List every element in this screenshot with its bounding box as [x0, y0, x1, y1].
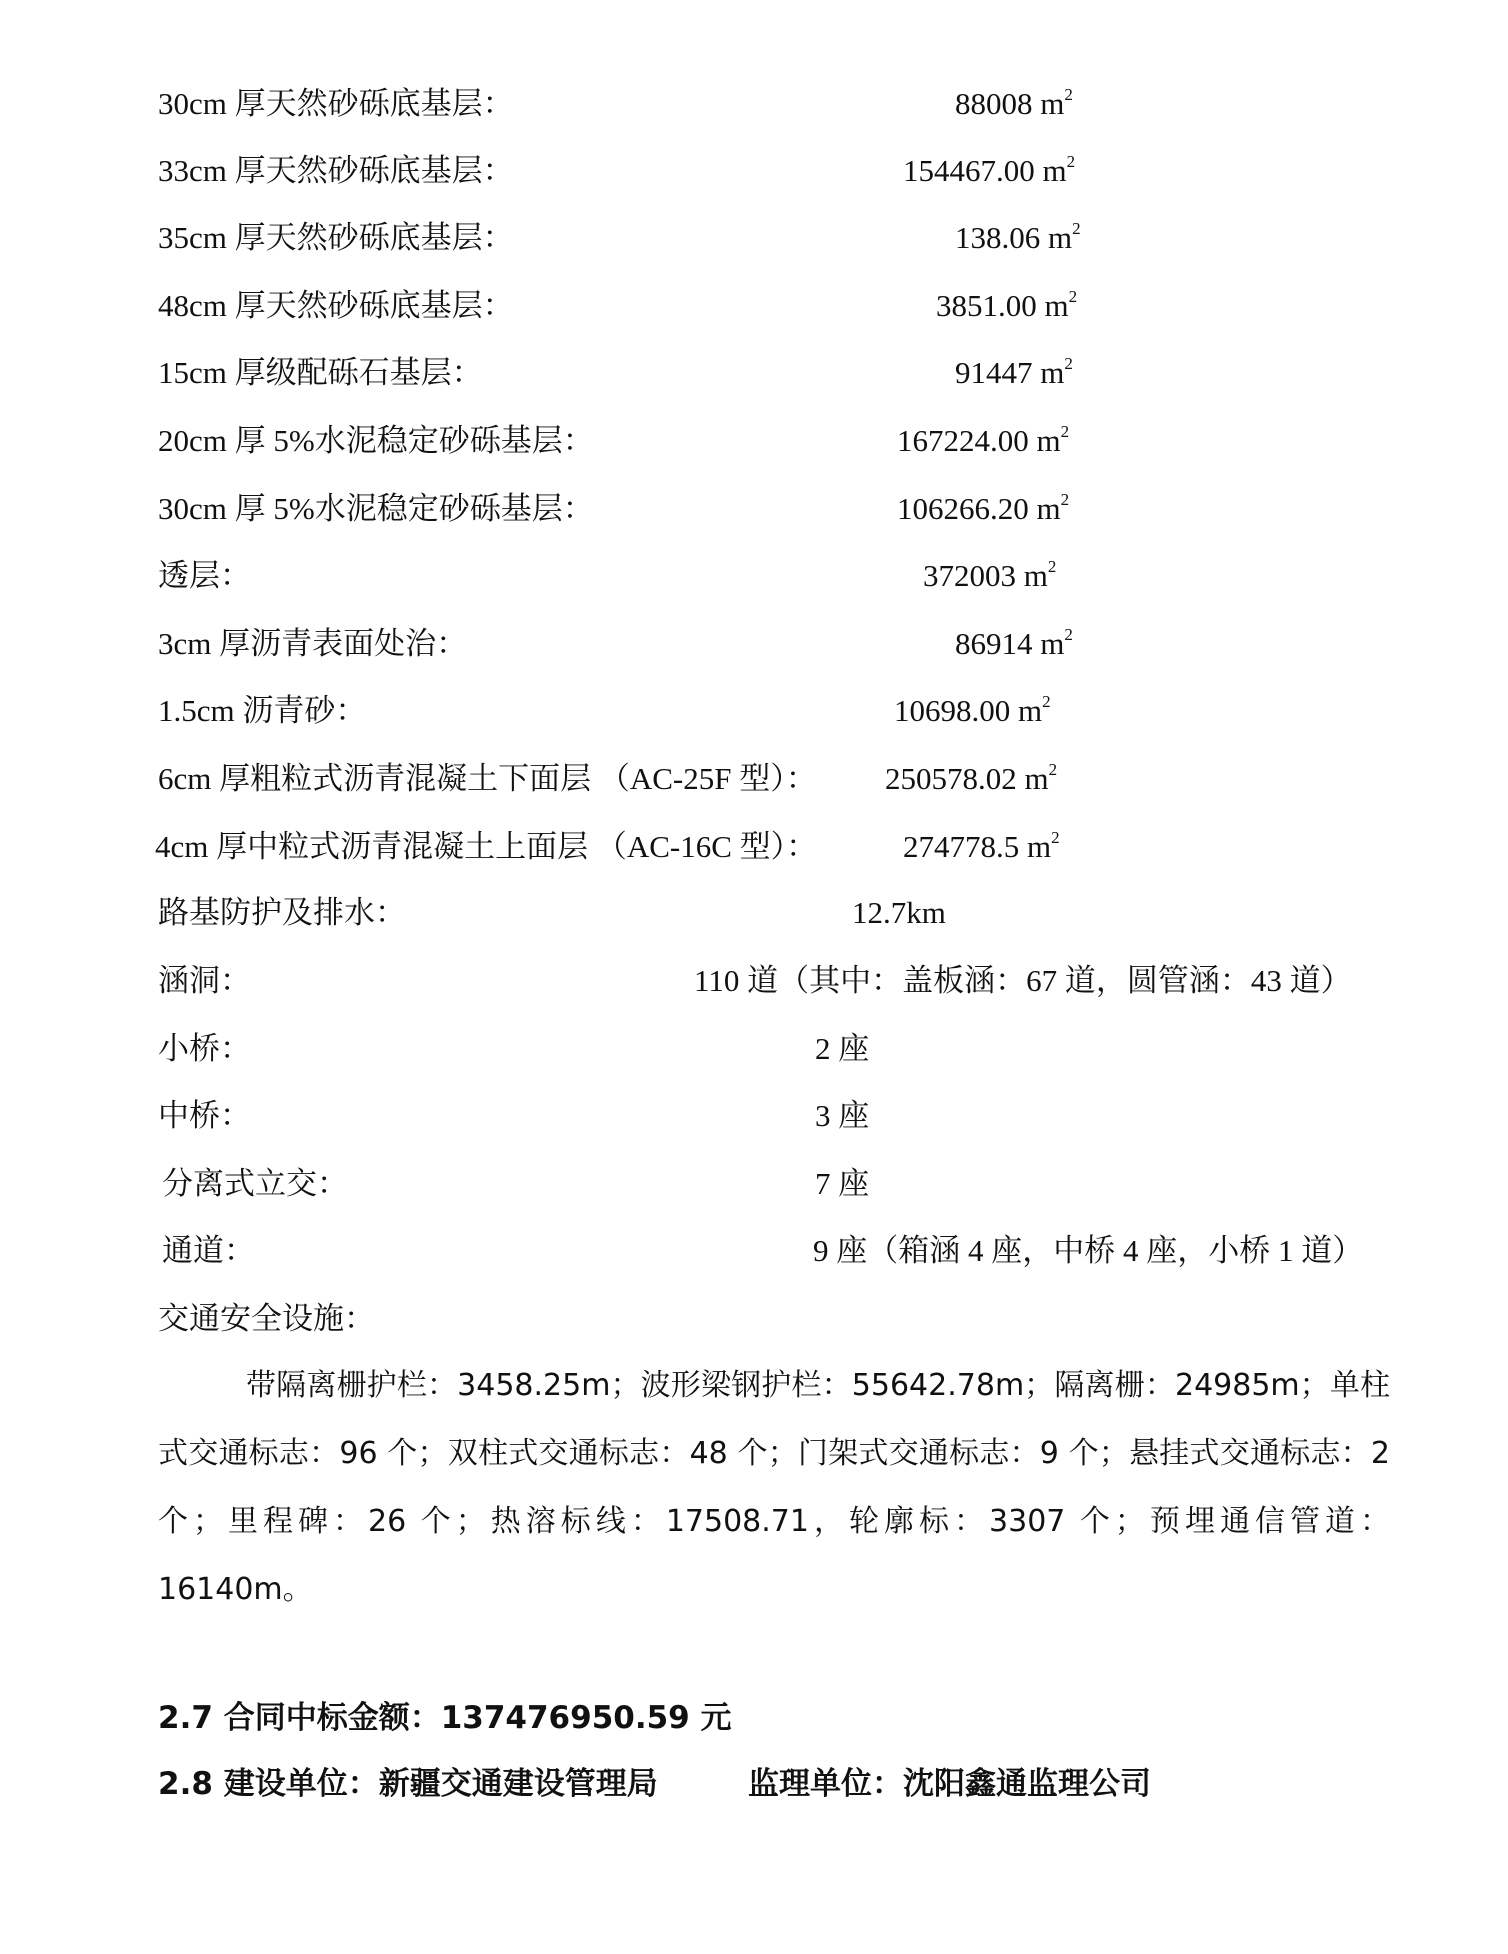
quantity-label: 30cm 厚天然砂砾底基层： [158, 86, 514, 121]
contract-amount: 2.7 合同中标金额：137476950.59 元 [158, 1700, 732, 1736]
quantity-value: 86914 $m^2$ [955, 625, 1073, 661]
quantity-value: 274778.5 $m^2$ [903, 828, 1060, 864]
quantity-label: 30cm 厚 5%水泥稳定砂砾基层： [158, 491, 594, 526]
structure-label: 通道： [162, 1233, 255, 1268]
quantity-value: 154467.00 $m^2$ [903, 152, 1076, 188]
quantity-label: 3cm 厚沥青表面处治： [158, 626, 468, 661]
quantity-label: 48cm 厚天然砂砾底基层： [158, 288, 514, 323]
structure-value: 2 座 [815, 1031, 870, 1066]
quantity-label: 1.5cm 沥青砂： [158, 693, 367, 728]
safety-paragraph: 带隔离栅护栏：3458.25m；波形梁钢护栏：55642.78m；隔离栅：24985m；单柱式交通标志：96 个；双柱式交通标志：48 个；门架式交通标志：9 个；悬挂式交通标志：2 个；里程碑：26 个；热溶标线：17508.71，轮廓标：3307 个；预埋通信管道：16140m。 [158, 1368, 1390, 1607]
quantity-value: 3851.00 $m^2$ [936, 287, 1078, 323]
structure-label: 分离式立交： [162, 1166, 348, 1201]
structure-label: 中桥： [158, 1098, 251, 1133]
quantity-value: 91447 $m^2$ [955, 354, 1073, 390]
quantity-label: 4cm 厚中粒式沥青混凝土上面层 （AC-16C 型）： [155, 829, 818, 864]
quantity-value: 138.06 $m^2$ [955, 219, 1081, 255]
structure-value: 110 道（其中：盖板涵：67 道，圆管涵：43 道） [694, 963, 1352, 998]
owner-unit: 2.8 建设单位：新疆交通建设管理局 [158, 1766, 658, 1802]
structure-label: 涵洞： [158, 963, 251, 998]
structure-label: 小桥： [158, 1031, 251, 1066]
quantity-label: 35cm 厚天然砂砾底基层： [158, 220, 514, 255]
quantity-value: 167224.00 $m^2$ [897, 422, 1070, 458]
structure-value: 9 座（箱涵 4 座，中桥 4 座，小桥 1 道） [813, 1233, 1364, 1268]
quantity-value: 250578.02 $m^2$ [885, 760, 1058, 796]
quantity-label: 6cm 厚粗粒式沥青混凝土下面层 （AC-25F 型）： [158, 761, 817, 796]
quantity-label: 20cm 厚 5%水泥稳定砂砾基层： [158, 423, 594, 458]
structure-value: 12.7km [852, 895, 946, 930]
quantity-label: 15cm 厚级配砾石基层： [158, 355, 483, 390]
quantity-value: 106266.20 $m^2$ [897, 490, 1070, 526]
quantity-label: 透层： [158, 558, 251, 593]
structure-label: 路基防护及排水： [158, 895, 406, 930]
structure-value: 3 座 [815, 1098, 870, 1133]
quantity-value: 372003 $m^2$ [923, 557, 1057, 593]
quantity-value: 88008 $m^2$ [955, 85, 1073, 121]
supervisor-unit: 监理单位：沈阳鑫通监理公司 [748, 1766, 1151, 1802]
safety-heading: 交通安全设施： [158, 1301, 375, 1336]
quantity-value: 10698.00 $m^2$ [894, 692, 1051, 728]
structure-value: 7 座 [815, 1166, 870, 1201]
quantity-label: 33cm 厚天然砂砾底基层： [158, 153, 514, 188]
